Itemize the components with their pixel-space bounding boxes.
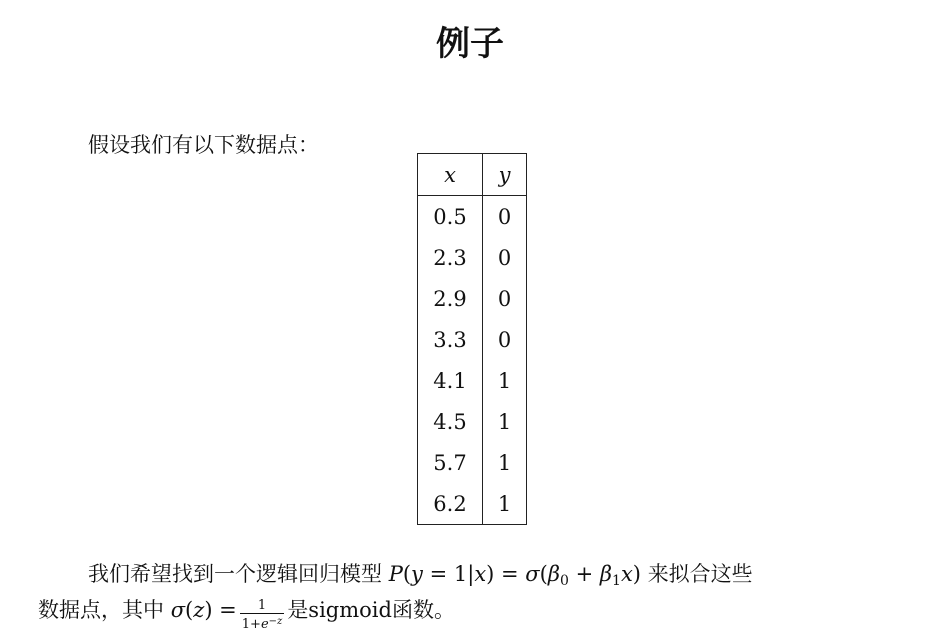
- table-row: [418, 319, 527, 360]
- intro-text: 假设我们有以下数据点：: [88, 133, 319, 157]
- paragraph-text: 来拟合这些: [647, 562, 753, 586]
- table-body: [418, 196, 527, 525]
- cell-y: 1: [497, 491, 512, 516]
- sigmoid-formula: σ(z) = $\frac{1}{1+e^{-z}}$: [170, 598, 283, 632]
- paragraph-text: 是sigmoid函数。: [287, 598, 455, 622]
- paragraph-line-1: [88, 559, 753, 596]
- cell-x: 6.2: [418, 483, 483, 525]
- cell-y: 0: [497, 245, 512, 270]
- cell-y: 0: [497, 204, 512, 229]
- cell-y: 0: [497, 327, 512, 352]
- sigmoid-fraction: $\frac{1}{1+e^{-z}}$: [241, 598, 283, 632]
- cell-y: 1: [497, 450, 512, 475]
- column-header-y: y: [483, 154, 527, 196]
- table-header-row: [418, 154, 527, 196]
- cell-x: 0.5: [418, 196, 483, 238]
- column-header-x: x: [418, 154, 483, 196]
- model-formula: $P(y = 1|x) = \sigma(\beta_0 + \beta_1x)$: [388, 562, 641, 589]
- cell-x: 4.1: [418, 360, 483, 401]
- cell-y: 1: [497, 368, 512, 393]
- cell-x: 3.3: [418, 319, 483, 360]
- cell-x: 5.7: [418, 442, 483, 483]
- cell-y: 0: [497, 286, 512, 311]
- data-table: [417, 153, 527, 525]
- cell-x: 4.5: [418, 401, 483, 442]
- cell-x: 2.9: [418, 278, 483, 319]
- table-row: [418, 483, 527, 525]
- table-row: [418, 237, 527, 278]
- table-row: [418, 401, 527, 442]
- table-row: [418, 196, 527, 238]
- table-row: [418, 442, 527, 483]
- paragraph-text: 数据点，其中: [38, 598, 164, 622]
- cell-x: 2.3: [418, 237, 483, 278]
- table-row: [418, 278, 527, 319]
- paragraph-text: 我们希望找到一个逻辑回归模型: [88, 562, 382, 586]
- cell-y: 1: [497, 409, 512, 434]
- page-title: 例子: [436, 24, 504, 64]
- paragraph-line-2: [38, 595, 455, 632]
- table-row: [418, 360, 527, 401]
